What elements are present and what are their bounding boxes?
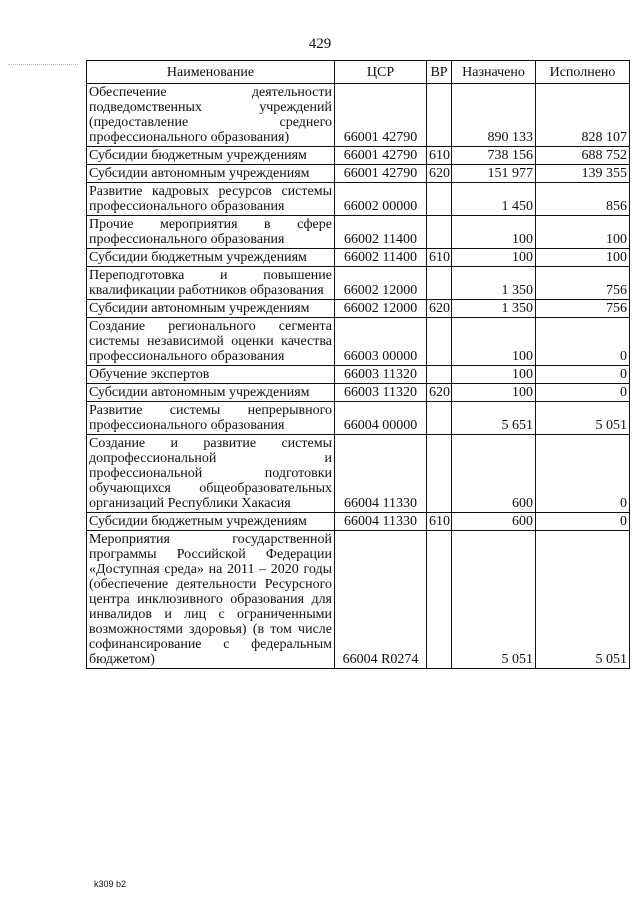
cell-csr: 66001 42790 <box>335 147 427 165</box>
table-row <box>87 183 630 216</box>
cell-name: Мероприятия государственной программы Российской Федерации «Доступная среда» на 2011 – 2020 годы (обеспечение деятельности Ресурсного центра инклюзивного образования для инвалидов и лиц с ограниченными возможностями здоровья) (в том числе софинансирование с федеральным бюджетом) <box>87 531 335 669</box>
cell-assigned: 5 051 <box>452 531 536 669</box>
cell-vr <box>427 216 452 249</box>
cell-name: Субсидии автономным учреждениям <box>87 165 335 183</box>
cell-assigned: 1 350 <box>452 300 536 318</box>
cell-vr <box>427 435 452 513</box>
cell-executed: 0 <box>536 435 630 513</box>
header-csr: ЦСР <box>335 61 427 84</box>
cell-vr <box>427 84 452 147</box>
header-executed: Исполнено <box>536 61 630 84</box>
cell-assigned: 100 <box>452 216 536 249</box>
cell-csr: 66004 00000 <box>335 402 427 435</box>
cell-vr: 610 <box>427 513 452 531</box>
scan-marks <box>8 64 78 65</box>
cell-csr: 66003 11320 <box>335 366 427 384</box>
cell-vr <box>427 366 452 384</box>
cell-csr: 66004 R0274 <box>335 531 427 669</box>
table-row <box>87 165 630 183</box>
table-row <box>87 366 630 384</box>
table-row <box>87 402 630 435</box>
cell-assigned: 151 977 <box>452 165 536 183</box>
cell-csr: 66002 12000 <box>335 267 427 300</box>
cell-executed: 100 <box>536 249 630 267</box>
cell-name: Развитие кадровых ресурсов системы профессионального образования <box>87 183 335 216</box>
cell-executed: 756 <box>536 267 630 300</box>
cell-name: Создание и развитие системы допрофессиональной и профессиональной подготовки обучающихся общеобразовательных организаций Республики Хакасия <box>87 435 335 513</box>
cell-vr: 620 <box>427 165 452 183</box>
cell-executed: 828 107 <box>536 84 630 147</box>
cell-executed: 0 <box>536 384 630 402</box>
cell-vr <box>427 183 452 216</box>
cell-name: Субсидии бюджетным учреждениям <box>87 147 335 165</box>
cell-vr: 610 <box>427 249 452 267</box>
table-row <box>87 147 630 165</box>
cell-csr: 66004 11330 <box>335 513 427 531</box>
cell-name: Субсидии автономным учреждениям <box>87 300 335 318</box>
cell-executed: 0 <box>536 318 630 366</box>
table-row <box>87 513 630 531</box>
table-row <box>87 384 630 402</box>
cell-assigned: 100 <box>452 366 536 384</box>
table-row <box>87 249 630 267</box>
cell-csr: 66003 11320 <box>335 384 427 402</box>
cell-assigned: 738 156 <box>452 147 536 165</box>
cell-name: Развитие системы непрерывного профессионального образования <box>87 402 335 435</box>
cell-name: Переподготовка и повышение квалификации работников образования <box>87 267 335 300</box>
cell-vr <box>427 267 452 300</box>
cell-assigned: 100 <box>452 249 536 267</box>
cell-executed: 756 <box>536 300 630 318</box>
cell-executed: 5 051 <box>536 531 630 669</box>
table-row <box>87 318 630 366</box>
cell-csr: 66004 11330 <box>335 435 427 513</box>
cell-assigned: 600 <box>452 513 536 531</box>
table-header-row <box>87 61 630 84</box>
cell-vr: 610 <box>427 147 452 165</box>
page-number: 429 <box>308 36 332 52</box>
cell-csr: 66002 11400 <box>335 216 427 249</box>
cell-assigned: 100 <box>452 384 536 402</box>
cell-csr: 66002 11400 <box>335 249 427 267</box>
cell-name: Субсидии бюджетным учреждениям <box>87 249 335 267</box>
table-row <box>87 267 630 300</box>
cell-vr <box>427 402 452 435</box>
cell-name: Субсидии бюджетным учреждениям <box>87 513 335 531</box>
table-row <box>87 300 630 318</box>
cell-vr: 620 <box>427 384 452 402</box>
cell-assigned: 600 <box>452 435 536 513</box>
cell-name: Обучение экспертов <box>87 366 335 384</box>
cell-assigned: 5 651 <box>452 402 536 435</box>
table-row <box>87 216 630 249</box>
cell-name: Субсидии автономным учреждениям <box>87 384 335 402</box>
cell-csr: 66003 00000 <box>335 318 427 366</box>
cell-executed: 5 051 <box>536 402 630 435</box>
cell-assigned: 100 <box>452 318 536 366</box>
cell-assigned: 890 133 <box>452 84 536 147</box>
cell-name: Прочие мероприятия в сфере профессионального образования <box>87 216 335 249</box>
cell-executed: 0 <box>536 366 630 384</box>
table-body <box>87 84 630 669</box>
cell-executed: 688 752 <box>536 147 630 165</box>
table-row <box>87 84 630 147</box>
header-assigned: Назначено <box>452 61 536 84</box>
budget-table <box>86 60 630 669</box>
footer-code: k309 b2 <box>94 879 127 889</box>
table-row <box>87 531 630 669</box>
cell-vr <box>427 531 452 669</box>
header-vr: ВР <box>427 61 452 84</box>
cell-executed: 139 355 <box>536 165 630 183</box>
cell-name: Создание регионального сегмента системы независимой оценки качества профессионального образования <box>87 318 335 366</box>
cell-executed: 100 <box>536 216 630 249</box>
cell-csr: 66001 42790 <box>335 84 427 147</box>
cell-assigned: 1 450 <box>452 183 536 216</box>
table-row <box>87 435 630 513</box>
cell-executed: 856 <box>536 183 630 216</box>
cell-assigned: 1 350 <box>452 267 536 300</box>
cell-vr <box>427 318 452 366</box>
cell-csr: 66002 00000 <box>335 183 427 216</box>
cell-vr: 620 <box>427 300 452 318</box>
cell-name: Обеспечение деятельности подведомственных учреждений (предоставление среднего профессионального образования) <box>87 84 335 147</box>
cell-executed: 0 <box>536 513 630 531</box>
cell-csr: 66002 12000 <box>335 300 427 318</box>
cell-csr: 66001 42790 <box>335 165 427 183</box>
header-name: Наименование <box>87 61 335 84</box>
